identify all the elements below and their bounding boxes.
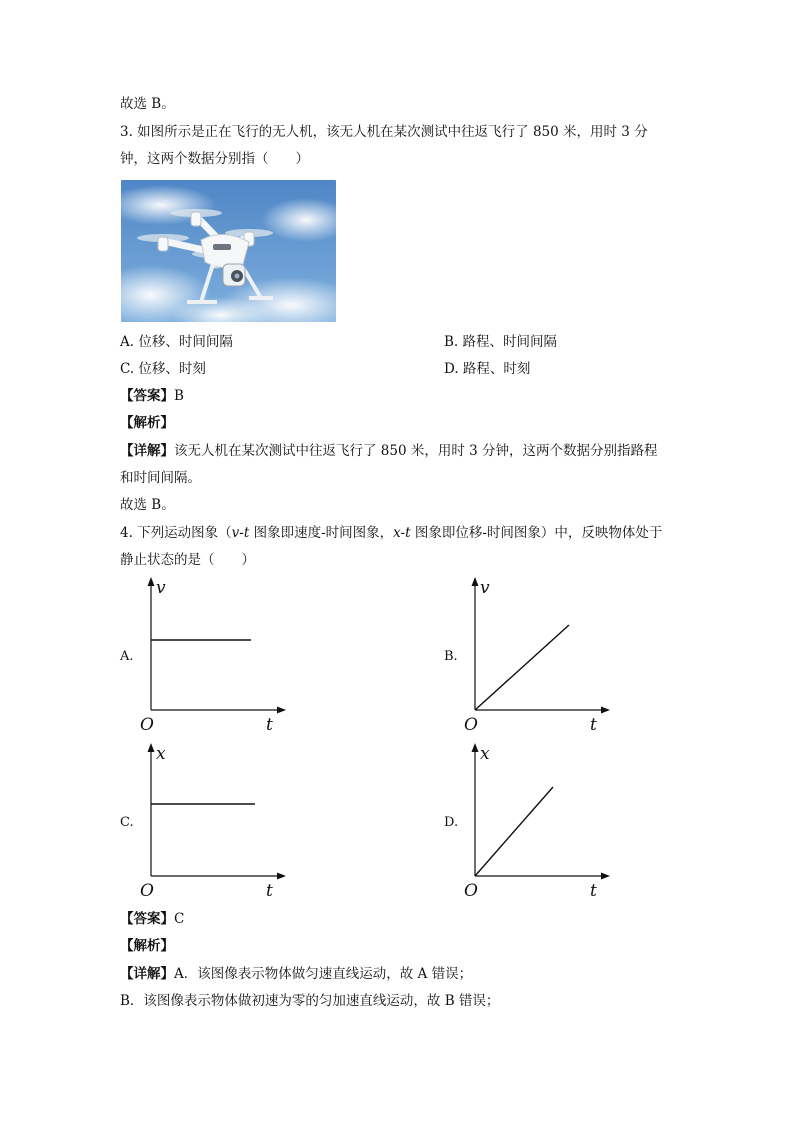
graph-c-origin: O: [140, 881, 154, 901]
graph-c-label: C.: [120, 815, 134, 830]
q4-analysis-tag: 【解析】: [120, 938, 174, 954]
q3-option-c: C. 位移、时刻: [120, 361, 206, 377]
q4-stem-mid2: 图象即位移-时间图象）中，反映物体处于: [410, 525, 663, 541]
graph-c-y-axis: x: [156, 744, 166, 764]
q4-answer: [120, 910, 184, 928]
q3-stem-line1: 3. 如图所示是正在飞行的无人机，该无人机在某次测试中往返飞行了 850 米，用时 3 分: [120, 124, 648, 140]
answer-tag: 【答案】: [120, 388, 174, 404]
answer-value: C: [174, 911, 185, 927]
graph-c: [138, 741, 308, 901]
graph-d-x-axis: t: [590, 881, 597, 901]
graph-b-x-axis: t: [590, 715, 597, 735]
q3-detail-line1: [120, 442, 658, 460]
q4-detail-b: B．该图像表示物体做初速为零的匀加速直线运动，故 B 错误；: [120, 993, 500, 1009]
graph-d-label: D.: [444, 815, 459, 830]
q3-analysis-tag: 【解析】: [120, 415, 174, 431]
answer-tag: 【答案】: [120, 911, 174, 927]
q3-answer: [120, 387, 184, 405]
q4-stem-line2: 静止状态的是（ ）: [120, 552, 255, 568]
detail-text: A．该图像表示物体做匀速直线运动，故 A 错误；: [174, 966, 473, 982]
graph-a: [138, 575, 308, 735]
graph-c-x-axis: t: [266, 881, 273, 901]
prev-answer-conclusion: 故选 B。: [120, 96, 175, 112]
graph-b: [462, 575, 632, 735]
q3-option-b: B. 路程、时间间隔: [444, 334, 558, 350]
graph-a-origin: O: [140, 715, 154, 735]
graph-d-y-axis: x: [480, 744, 490, 764]
q3-option-a: A. 位移、时间间隔: [120, 334, 233, 350]
q4-xt-term: x-t: [393, 525, 411, 541]
q3-stem-line2: 钟，这两个数据分别指（ ）: [120, 151, 309, 167]
graph-d: [462, 741, 632, 901]
q3-conclusion: 故选 B。: [120, 497, 175, 513]
q3-detail-line2: 和时间间隔。: [120, 470, 201, 486]
graph-b-y-axis: v: [480, 578, 490, 598]
graph-d-origin: O: [464, 881, 478, 901]
detail-tag: 【详解】: [120, 443, 174, 459]
q4-stem-pre: 4. 下列运动图象（: [120, 525, 232, 541]
q4-detail-a: [120, 965, 472, 983]
detail-tag: 【详解】: [120, 966, 174, 982]
graph-d-line: [475, 787, 553, 876]
graph-b-origin: O: [464, 715, 478, 735]
q4-stem-line1: [120, 524, 662, 542]
graph-a-y-axis: v: [156, 578, 166, 598]
answer-value: B: [174, 388, 184, 404]
drone-photo: [121, 180, 336, 322]
graph-a-label: A.: [120, 649, 134, 664]
graph-a-x-axis: t: [266, 715, 273, 735]
graph-b-line: [475, 625, 569, 710]
detail-text: 该无人机在某次测试中往返飞行了 850 米，用时 3 分钟，这两个数据分别指路程: [174, 443, 658, 459]
q3-option-d: D. 路程、时刻: [444, 361, 531, 377]
q4-stem-mid1: 图象即速度-时间图象，: [249, 525, 394, 541]
graph-b-label: B.: [444, 649, 458, 664]
q4-vt-term: v-t: [231, 525, 250, 541]
